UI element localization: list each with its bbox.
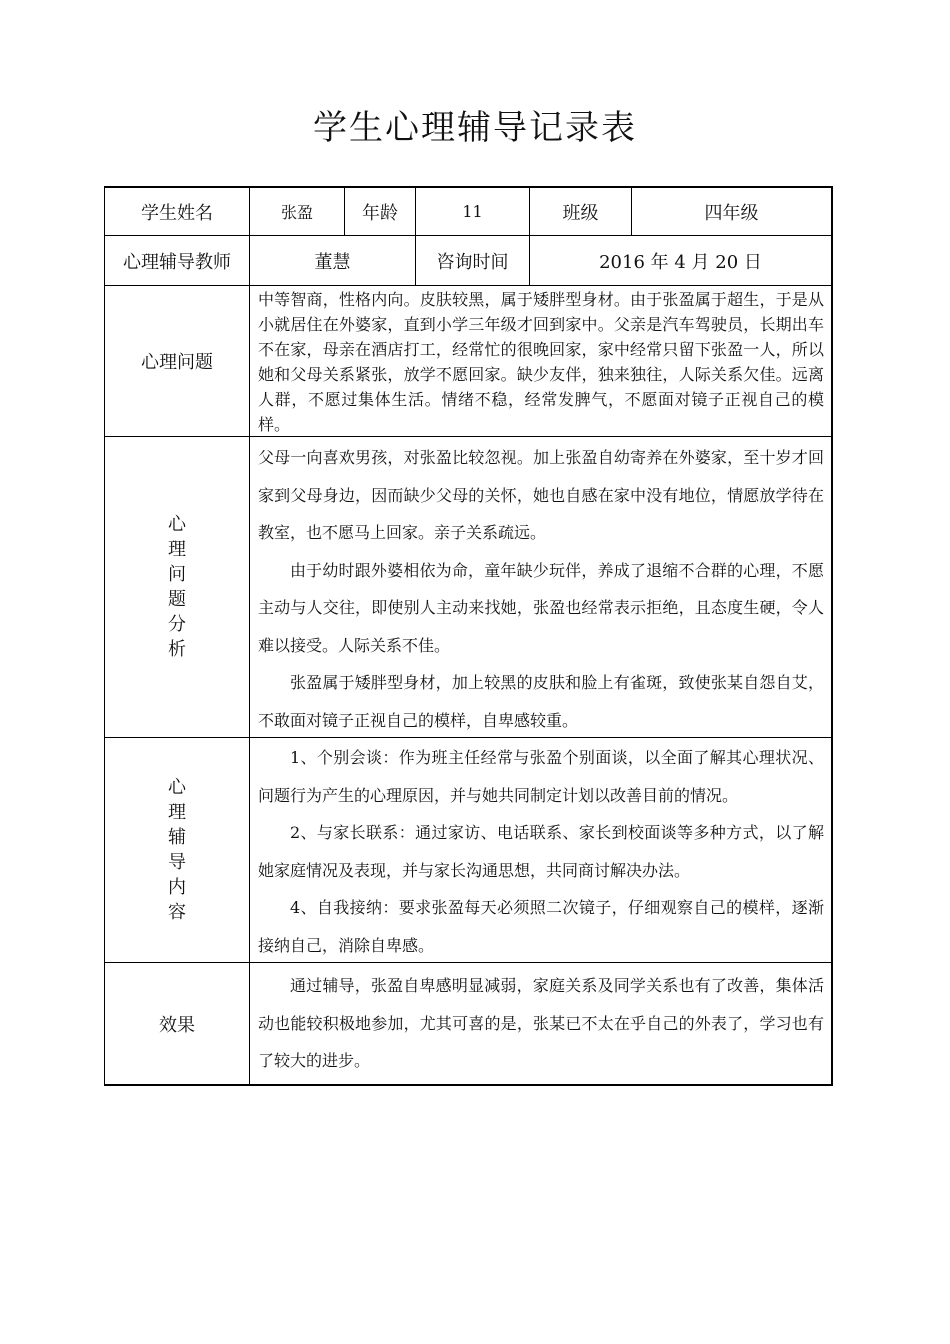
student-name-label: 学生姓名	[141, 202, 213, 224]
analysis-label-char: 分	[168, 614, 186, 635]
problem-text	[258, 287, 824, 436]
content-label-char: 辅	[168, 827, 186, 848]
analysis-paragraph: 由于幼时跟外婆相依为命，童年缺少玩伴，养成了退缩不合群的心理，不愿主动与人交往，即使别人主动来找她，张盈也经常表示拒绝，且态度生硬，令人难以接受。人际关系不佳。	[258, 560, 824, 655]
analysis-label-char: 析	[168, 639, 186, 660]
table-border-right	[831, 186, 833, 1086]
content-paragraph: 4、自我接纳：要求张盈每天必须照二次镜子，仔细观察自己的模样，逐渐接纳自己，消除自卑感。	[258, 898, 824, 955]
age-label: 年龄	[362, 202, 398, 224]
analysis-label-char: 心	[168, 514, 186, 535]
student-name-value: 张盈	[280, 203, 313, 222]
content-label	[105, 738, 249, 962]
effect-paragraph: 通过辅导，张盈自卑感明显减弱，家庭关系及同学关系也有了改善，集体活动也能较积极地参加，尤其可喜的是，张某已不太在乎自己的外表了，学习也有了较大的进步。	[258, 976, 824, 1070]
page-title: 学生心理辅导记录表	[313, 108, 637, 148]
content-label-char: 心	[168, 777, 186, 798]
content-label-char: 容	[168, 902, 186, 923]
class-label: 班级	[562, 202, 599, 224]
content-text	[258, 739, 824, 962]
analysis-label	[105, 437, 249, 737]
consult-time-value: 2016 年 4 月 20 日	[599, 251, 762, 273]
record-table	[104, 186, 833, 1086]
content-label-char: 内	[168, 877, 186, 898]
column-divider	[249, 186, 250, 1086]
analysis-label-char: 理	[168, 539, 186, 560]
effect-text	[258, 967, 824, 1084]
content-paragraph: 1、个别会谈：作为班主任经常与张盈个别面谈，以全面了解其心理状况、问题行为产生的心理原因，并与她共同制定计划以改善目前的情况。	[258, 748, 824, 805]
teacher-label: 心理辅导教师	[123, 251, 231, 273]
content-label-char: 理	[168, 802, 186, 823]
analysis-label-char: 题	[168, 589, 186, 610]
consult-time-label: 咨询时间	[436, 251, 509, 273]
effect-label: 效果	[159, 1014, 195, 1036]
age-value: 11	[462, 202, 483, 221]
table-border-bottom	[104, 1084, 833, 1086]
class-value: 四年级	[704, 202, 759, 224]
problem-label: 心理问题	[141, 352, 213, 373]
content-label-char: 导	[168, 852, 186, 873]
problem-paragraph: 中等智商，性格内向。皮肤较黑，属于矮胖型身材。由于张盈属于超生，于是从小就居住在外婆家，直到小学三年级才回到家中。父亲是汽车驾驶员，长期出车不在家，母亲在酒店打工，经常忙的很晚回家，家中经常只留下张盈一人，所以她和父母关系紧张，放学不愿回家。缺少友伴，独来独往，人际关系欠佳。远离人群，不愿过集体生活。情绪不稳，经常发脾气，不愿面对镜子正视自己的模样。	[258, 290, 824, 434]
analysis-text	[258, 439, 824, 737]
content-paragraph: 2、与家长联系：通过家访、电话联系、家长到校面谈等多种方式，以了解她家庭情况及表现，并与家长沟通思想，共同商讨解决办法。	[258, 823, 824, 880]
teacher-value: 董慧	[314, 251, 351, 273]
analysis-label-char: 问	[168, 564, 186, 585]
analysis-paragraph: 张盈属于矮胖型身材，加上较黑的皮肤和脸上有雀斑，致使张某自怨自艾，不敢面对镜子正视自己的模样，自卑感较重。	[258, 673, 824, 730]
analysis-paragraph: 父母一向喜欢男孩，对张盈比较忽视。加上张盈自幼寄养在外婆家，至十岁才回家到父母身边，因而缺少父母的关怀，她也自感在家中没有地位，情愿放学待在教室，也不愿马上回家。亲子关系疏远。	[258, 448, 824, 542]
